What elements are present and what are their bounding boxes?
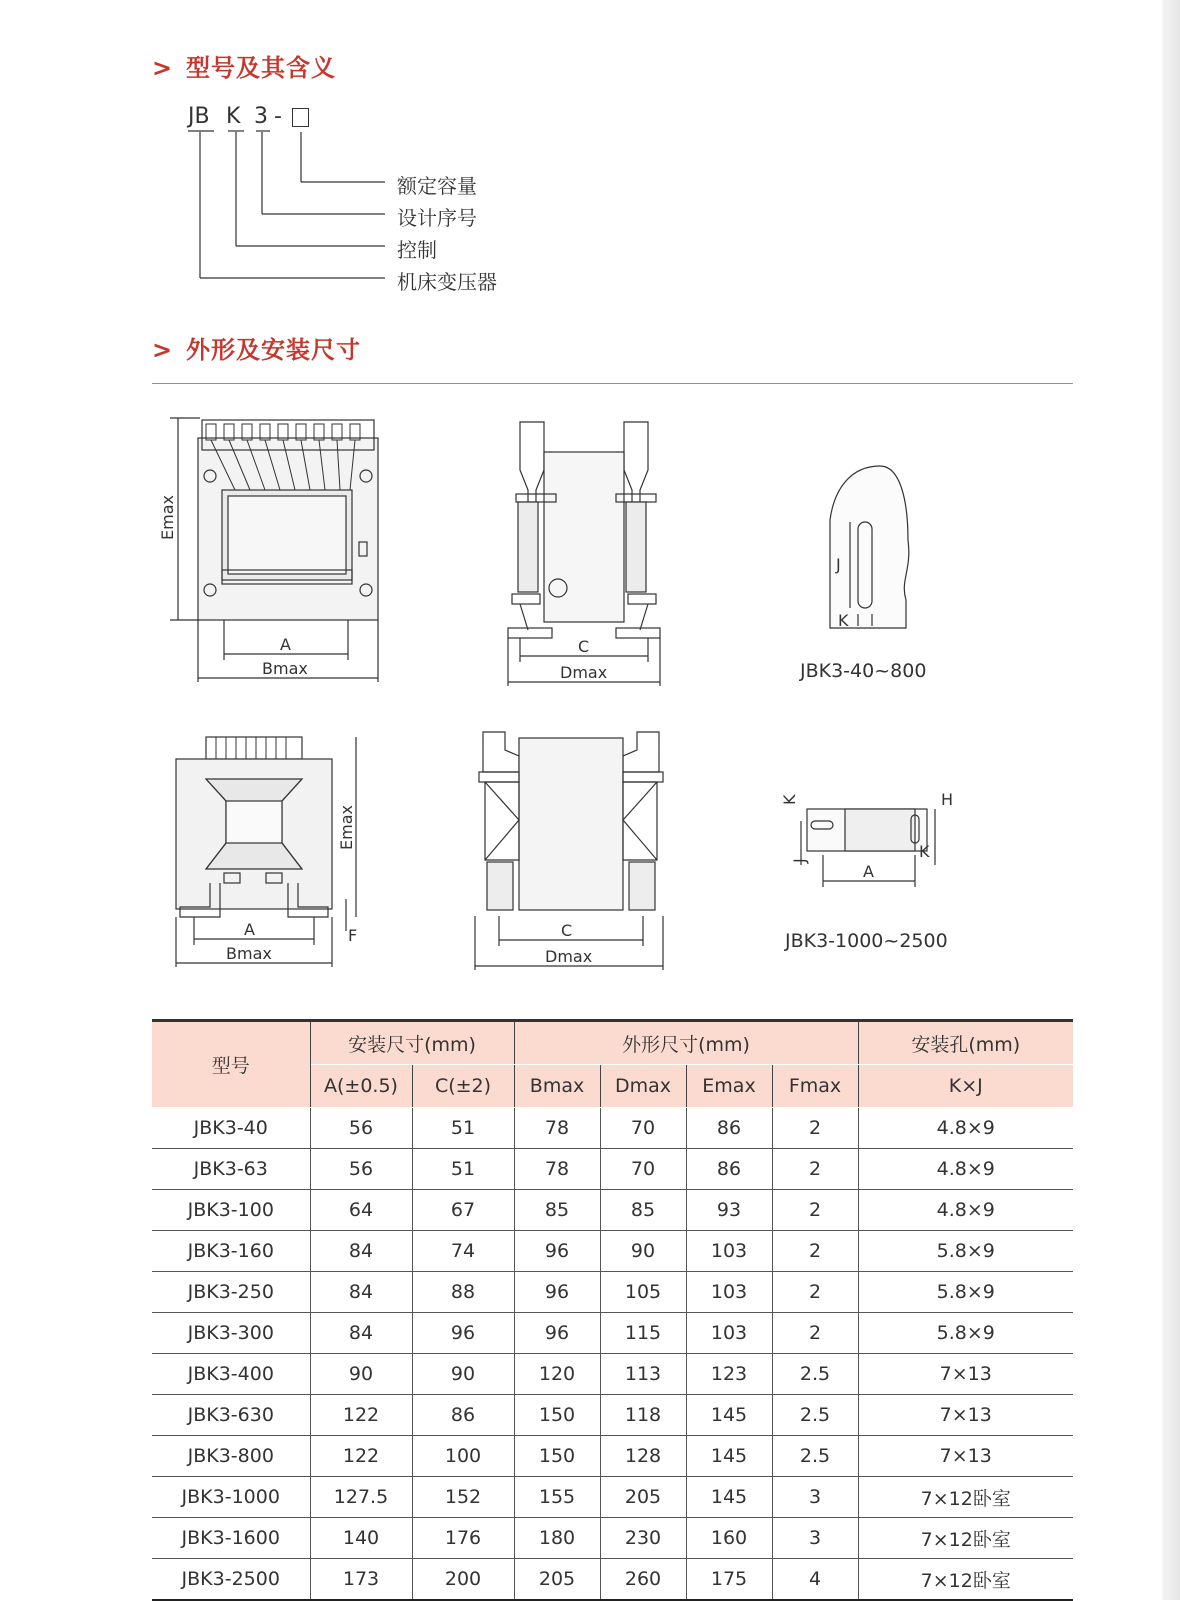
cell-c: 51: [412, 1108, 514, 1149]
meaning-control: 控制: [397, 238, 437, 262]
cell-c: 74: [412, 1231, 514, 1272]
model-code-leader-lines: [0, 0, 600, 300]
dim-label-k: K: [780, 794, 799, 805]
cell-model: JBK3-800: [152, 1436, 310, 1477]
cell-fmax: 3: [772, 1518, 858, 1559]
subheader-dmax: Dmax: [600, 1065, 686, 1108]
cell-bmax: 85: [514, 1190, 600, 1231]
dim-label-dmax: Dmax: [545, 947, 593, 966]
cell-model: JBK3-1000: [152, 1477, 310, 1518]
dim-label-j: J: [836, 555, 841, 574]
cell-fmax: 2: [772, 1149, 858, 1190]
cell-dmax: 70: [600, 1149, 686, 1190]
cell-kxj: 5.8×9: [858, 1313, 1073, 1354]
cell-emax: 145: [686, 1395, 772, 1436]
dim-label-emax: Emax: [158, 495, 177, 540]
dim-label-k: K: [838, 611, 849, 630]
cell-fmax: 2.5: [772, 1436, 858, 1477]
chevron-right-icon: >: [152, 336, 174, 364]
spec-table-body: [152, 1108, 1073, 1601]
subheader-emax: Emax: [686, 1065, 772, 1108]
cell-a: 84: [310, 1313, 412, 1354]
table-row: [152, 1477, 1073, 1518]
cell-a: 173: [310, 1559, 412, 1601]
model-code-part: 3: [254, 104, 268, 129]
cell-dmax: 105: [600, 1272, 686, 1313]
table-row: [152, 1559, 1073, 1601]
drawing-large-hole-detail: [780, 790, 985, 910]
meaning-machine-tool-transformer: 机床变压器: [397, 270, 497, 294]
table-row: [152, 1313, 1073, 1354]
cell-model: JBK3-300: [152, 1313, 310, 1354]
cell-a: 122: [310, 1395, 412, 1436]
cell-emax: 103: [686, 1313, 772, 1354]
cell-kxj: 7×12卧室: [858, 1477, 1073, 1518]
cell-fmax: 3: [772, 1477, 858, 1518]
cell-a: 64: [310, 1190, 412, 1231]
meaning-rated-capacity: 额定容量: [397, 174, 477, 198]
cell-c: 100: [412, 1436, 514, 1477]
cell-bmax: 120: [514, 1354, 600, 1395]
cell-a: 90: [310, 1354, 412, 1395]
subheader-a: A(±0.5): [310, 1065, 412, 1108]
spec-table: [152, 1022, 1073, 1601]
cell-model: JBK3-1600: [152, 1518, 310, 1559]
cell-bmax: 150: [514, 1395, 600, 1436]
cell-dmax: 230: [600, 1518, 686, 1559]
cell-dmax: 113: [600, 1354, 686, 1395]
cell-c: 200: [412, 1559, 514, 1601]
drawing-large-front-view: [170, 735, 370, 995]
section-title-text: 外形及安装尺寸: [186, 336, 361, 364]
caption-small-range: JBK3-40~800: [800, 660, 927, 682]
cell-fmax: 2: [772, 1190, 858, 1231]
cell-emax: 123: [686, 1354, 772, 1395]
cell-c: 152: [412, 1477, 514, 1518]
table-row: [152, 1436, 1073, 1477]
dim-label-h: H: [941, 790, 954, 809]
cell-kxj: 4.8×9: [858, 1108, 1073, 1149]
cell-model: JBK3-2500: [152, 1559, 310, 1601]
drawing-small-front-view: [150, 410, 400, 700]
table-row: [152, 1395, 1073, 1436]
cell-emax: 103: [686, 1231, 772, 1272]
chevron-right-icon: >: [152, 54, 174, 82]
cell-fmax: 2: [772, 1108, 858, 1149]
cell-model: JBK3-400: [152, 1354, 310, 1395]
header-mount-hole: 安装孔(mm): [858, 1022, 1073, 1065]
cell-bmax: 205: [514, 1559, 600, 1601]
table-row: [152, 1108, 1073, 1149]
cell-bmax: 96: [514, 1313, 600, 1354]
dim-label-a: A: [244, 920, 255, 939]
drawing-large-side-view: [475, 730, 675, 995]
cell-model: JBK3-63: [152, 1149, 310, 1190]
cell-model: JBK3-160: [152, 1231, 310, 1272]
cell-fmax: 2.5: [772, 1354, 858, 1395]
meaning-design-serial: 设计序号: [397, 206, 477, 230]
table-row: [152, 1272, 1073, 1313]
cell-fmax: 2: [772, 1272, 858, 1313]
cell-emax: 145: [686, 1436, 772, 1477]
cell-dmax: 205: [600, 1477, 686, 1518]
dim-label-k: K: [919, 842, 930, 861]
cell-c: 51: [412, 1149, 514, 1190]
cell-kxj: 7×13: [858, 1354, 1073, 1395]
dim-label-bmax: Bmax: [226, 944, 272, 963]
cell-emax: 103: [686, 1272, 772, 1313]
cell-c: 88: [412, 1272, 514, 1313]
section-title-outline-dimensions: [152, 330, 361, 365]
header-outline-dims: 外形尺寸(mm): [514, 1022, 858, 1065]
subheader-bmax: Bmax: [514, 1065, 600, 1108]
section-divider: [152, 383, 1073, 384]
caption-large-range: JBK3-1000~2500: [785, 930, 948, 952]
section-title-text: 型号及其含义: [186, 54, 336, 82]
cell-bmax: 96: [514, 1231, 600, 1272]
dim-label-bmax: Bmax: [262, 659, 308, 678]
cell-dmax: 260: [600, 1559, 686, 1601]
cell-c: 67: [412, 1190, 514, 1231]
cell-emax: 93: [686, 1190, 772, 1231]
cell-kxj: 7×13: [858, 1436, 1073, 1477]
table-row: [152, 1231, 1073, 1272]
cell-fmax: 2: [772, 1313, 858, 1354]
cell-fmax: 2.5: [772, 1395, 858, 1436]
cell-emax: 145: [686, 1477, 772, 1518]
cell-a: 122: [310, 1436, 412, 1477]
cell-emax: 160: [686, 1518, 772, 1559]
cell-kxj: 7×13: [858, 1395, 1073, 1436]
cell-c: 90: [412, 1354, 514, 1395]
cell-c: 96: [412, 1313, 514, 1354]
model-code-part: K: [226, 104, 241, 129]
cell-model: JBK3-250: [152, 1272, 310, 1313]
dim-label-dmax: Dmax: [560, 663, 608, 682]
cell-emax: 86: [686, 1108, 772, 1149]
cell-bmax: 180: [514, 1518, 600, 1559]
cell-bmax: 78: [514, 1108, 600, 1149]
model-code-part: -: [274, 104, 282, 129]
cell-a: 127.5: [310, 1477, 412, 1518]
cell-a: 56: [310, 1149, 412, 1190]
dim-label-c: C: [561, 921, 573, 940]
cell-a: 84: [310, 1272, 412, 1313]
dim-label-f: F: [348, 926, 358, 945]
cell-kxj: 7×12卧室: [858, 1559, 1073, 1601]
cell-bmax: 155: [514, 1477, 600, 1518]
table-row: [152, 1149, 1073, 1190]
cell-fmax: 2: [772, 1231, 858, 1272]
cell-dmax: 90: [600, 1231, 686, 1272]
cell-a: 84: [310, 1231, 412, 1272]
model-code-part: JB: [188, 104, 210, 129]
cell-kxj: 4.8×9: [858, 1149, 1073, 1190]
subheader-c: C(±2): [412, 1065, 514, 1108]
cell-dmax: 115: [600, 1313, 686, 1354]
cell-fmax: 4: [772, 1559, 858, 1601]
cell-kxj: 4.8×9: [858, 1190, 1073, 1231]
cell-a: 56: [310, 1108, 412, 1149]
header-install-dims: 安装尺寸(mm): [310, 1022, 514, 1065]
dim-label-a: A: [280, 635, 291, 654]
cell-model: JBK3-630: [152, 1395, 310, 1436]
subheader-fmax: Fmax: [772, 1065, 858, 1108]
cell-dmax: 70: [600, 1108, 686, 1149]
table-row: [152, 1190, 1073, 1231]
cell-kxj: 5.8×9: [858, 1272, 1073, 1313]
cell-kxj: 7×12卧室: [858, 1518, 1073, 1559]
dim-label-a: A: [863, 862, 874, 881]
table-row: [152, 1354, 1073, 1395]
dim-label-j: J: [790, 858, 809, 863]
cell-dmax: 118: [600, 1395, 686, 1436]
table-row: [152, 1518, 1073, 1559]
cell-c: 176: [412, 1518, 514, 1559]
cell-emax: 175: [686, 1559, 772, 1601]
dim-label-emax: Emax: [337, 805, 356, 850]
cell-kxj: 5.8×9: [858, 1231, 1073, 1272]
dim-label-c: C: [578, 637, 590, 656]
cell-bmax: 78: [514, 1149, 600, 1190]
cell-bmax: 96: [514, 1272, 600, 1313]
drawing-small-hole-detail: [820, 460, 940, 640]
cell-model: JBK3-100: [152, 1190, 310, 1231]
cell-bmax: 150: [514, 1436, 600, 1477]
subheader-kxj: K×J: [858, 1065, 1073, 1108]
header-model: 型号: [152, 1022, 310, 1108]
drawing-small-side-view: [500, 410, 680, 700]
cell-dmax: 85: [600, 1190, 686, 1231]
cell-c: 86: [412, 1395, 514, 1436]
cell-model: JBK3-40: [152, 1108, 310, 1149]
page-edge-shadow: [1162, 0, 1180, 1600]
cell-a: 140: [310, 1518, 412, 1559]
cell-emax: 86: [686, 1149, 772, 1190]
cell-dmax: 128: [600, 1436, 686, 1477]
